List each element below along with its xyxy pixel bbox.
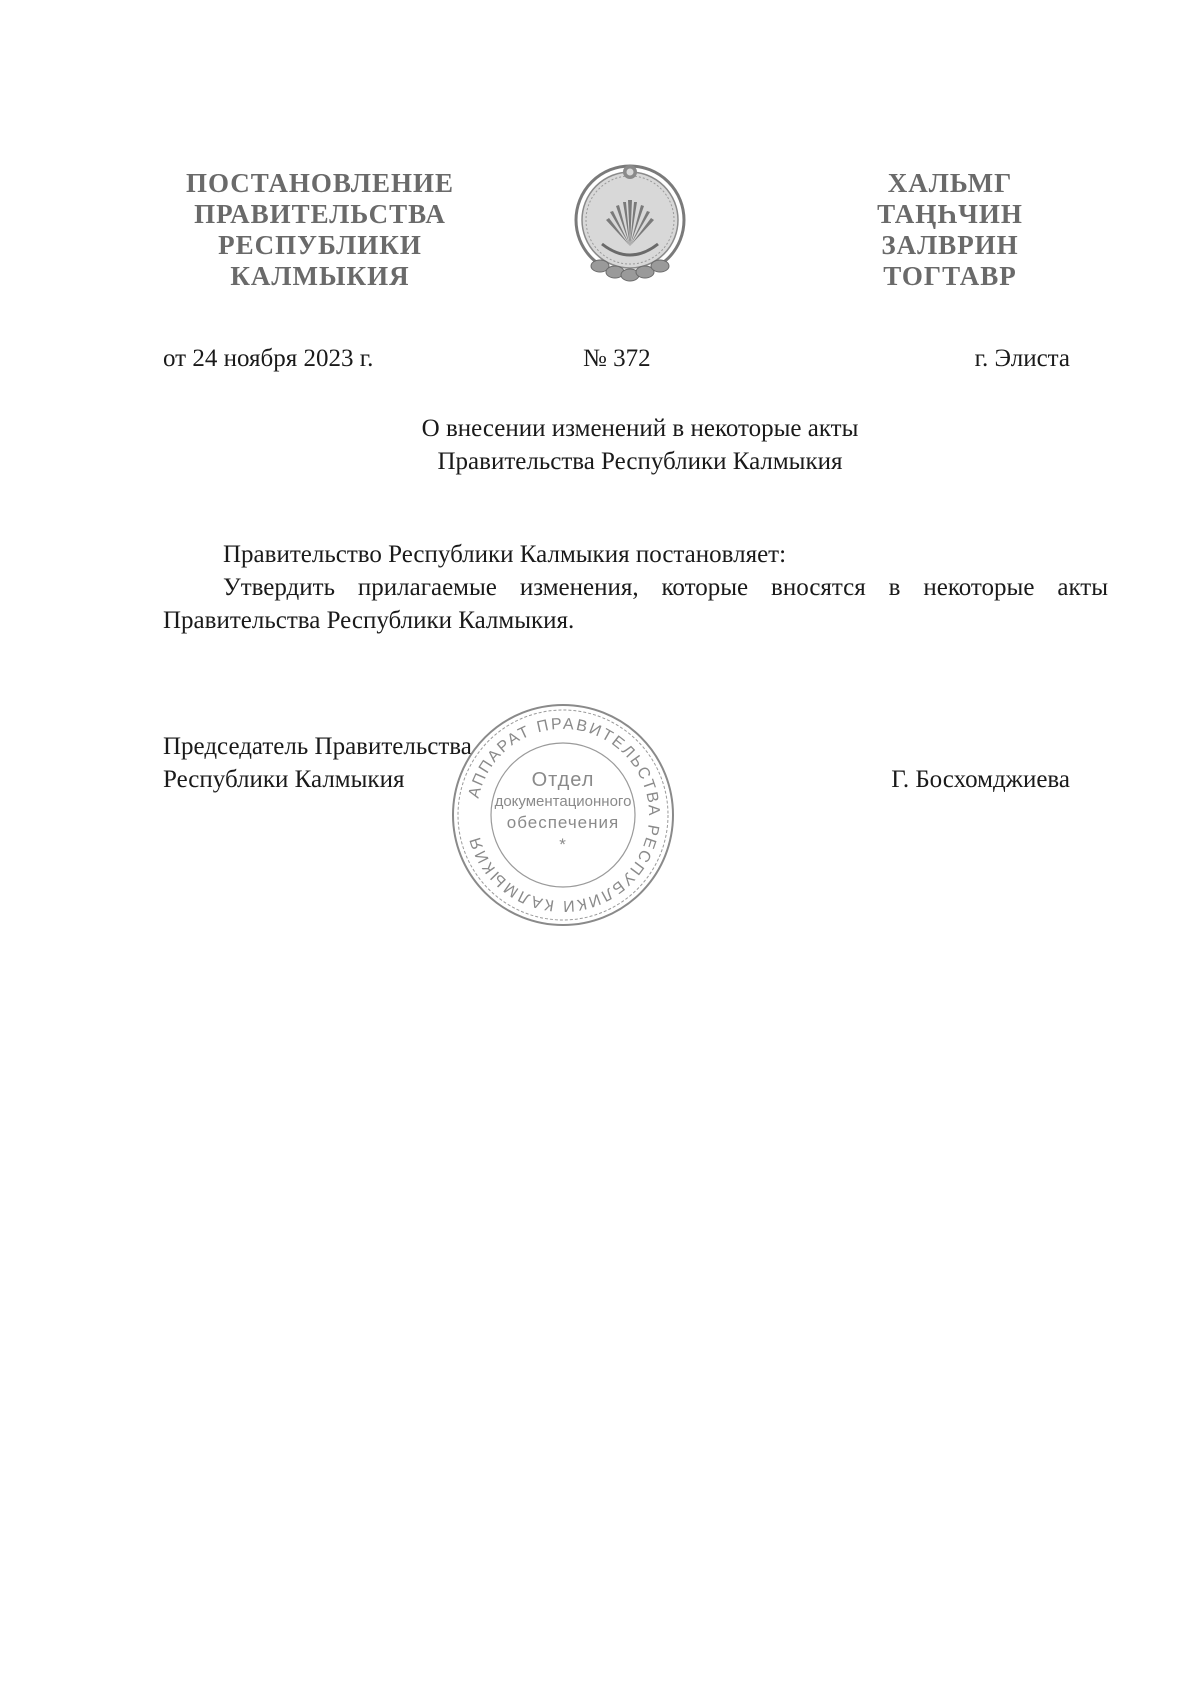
header-xal-line: ХАЛЬМГ [887,168,1013,198]
signatory-position [163,730,472,796]
document-number: № 372 [583,345,651,372]
header-ru-line: ПРАВИТЕЛЬСТВА [194,199,446,229]
stamp-text: документационного [494,793,632,810]
header-ru-line: ПОСТАНОВЛЕНИЕ [185,168,455,198]
title-line: О внесении изменений в некоторые акты [421,415,859,442]
official-stamp [448,700,678,930]
header-xal-line: ТОГТАВР [883,261,1017,291]
stamp-text: Отдел [531,769,595,791]
header-ru-line: КАЛМЫКИЯ [230,261,410,291]
position-line: Председатель Правительства [163,733,472,760]
stamp-star: * [559,835,567,854]
header-kalmyk [850,168,1050,292]
stamp-center [448,700,678,930]
signer-name: Г. Босхомджиева [891,766,1070,793]
stamp-ring-text: АППАРАТ ПРАВИТЕЛЬСТВА РЕСПУБЛИКИ КАЛМЫКИЯ [465,715,663,915]
document-title [300,412,980,478]
title-line: Правительства Республики Калмыкия [437,448,843,475]
document-body [163,538,1108,637]
header-russian [160,168,480,292]
header-ru-line: РЕСПУБЛИКИ [218,230,422,260]
header-xal-line: ЗАЛВРИН [881,230,1019,260]
header-xal-line: ТАҢҺЧИН [877,199,1023,229]
body-paragraph: Утвердить прилагаемые изменения, которые вносятся в некоторые акты Правительства Республики Калмыкия. [163,574,1108,634]
document-date: от 24 ноября 2023 г. [163,345,374,372]
coat-of-arms-icon [570,158,690,290]
document-city: г. Элиста [974,345,1070,372]
stamp-text: обеспечения [506,813,620,832]
body-paragraph: Правительство Республики Калмыкия постановляет: [223,541,787,568]
position-line: Республики Калмыкия [163,766,405,793]
